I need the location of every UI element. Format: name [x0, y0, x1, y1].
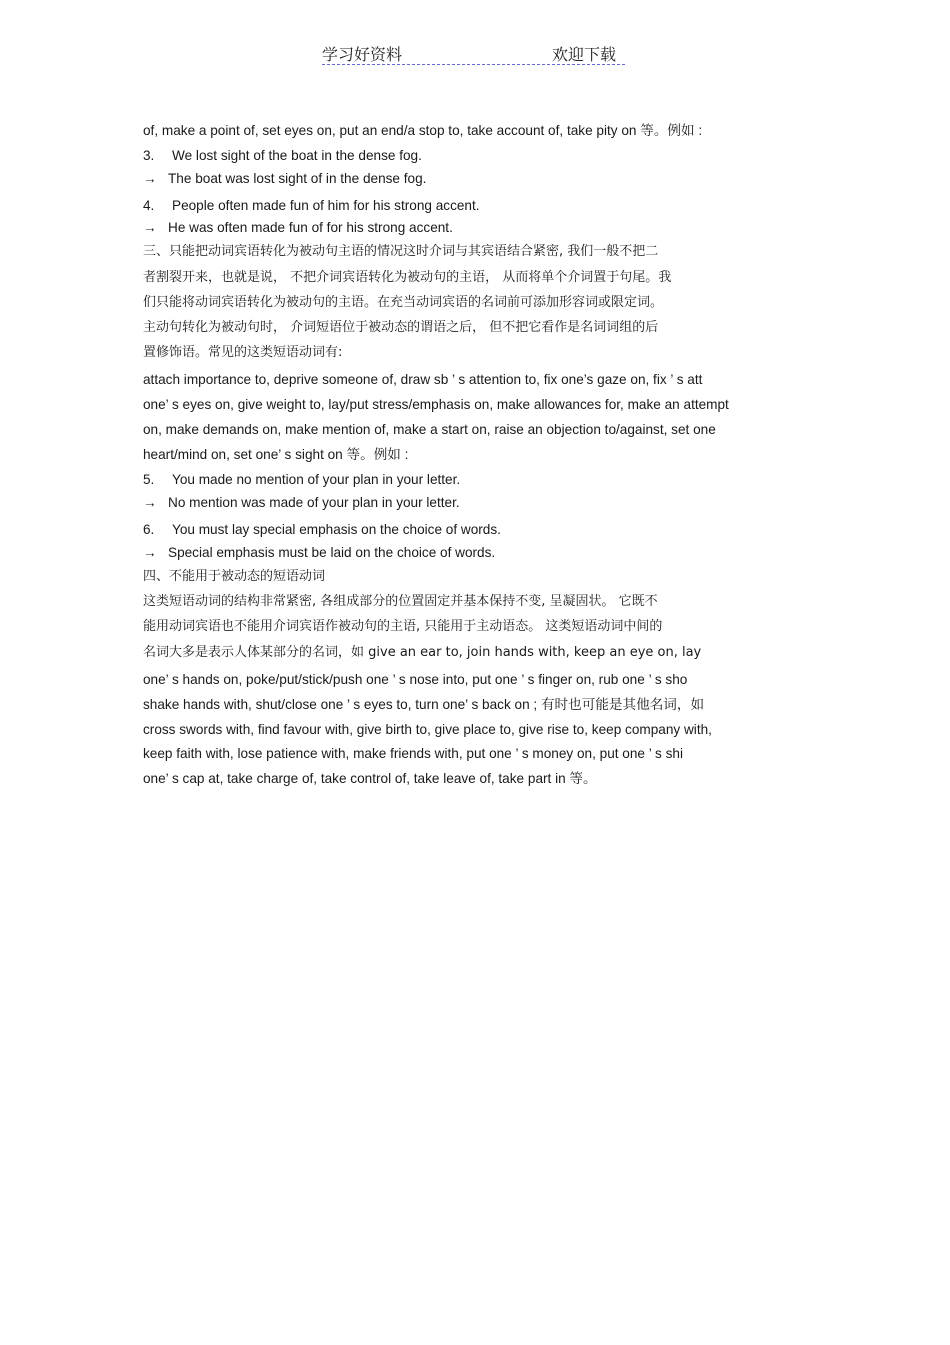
text-line: one’ s hands on, poke/put/stick/push one ’ s nose into, put one ’ s finger on, rub one ’ s sho: [143, 672, 688, 687]
arrow-icon: →: [143, 495, 157, 510]
text-line: keep faith with, lose patience with, make friends with, put one ’ s money on, put one ’ s shi: [143, 746, 684, 761]
header-right-text: 欢迎下载: [552, 45, 617, 64]
example-text: You must lay special emphasis on the choice of words.: [172, 522, 501, 537]
example-text: You made no mention of your plan in your letter.: [172, 472, 461, 487]
text-line: cross swords with, find favour with, give birth to, give place to, give rise to, keep company with,: [143, 722, 712, 737]
section-heading: 四、不能用于被动态的短语动词: [143, 569, 326, 584]
text-line: one’ s cap at, take charge of, take control of, take leave of, take part in 等。: [143, 771, 597, 786]
example-number: 4.: [143, 198, 155, 213]
example-text: No mention was made of your plan in your letter.: [168, 495, 460, 510]
text-line: 者割裂开来，也就是说， 不把介词宾语转化为被动句的主语， 从而将单个介词置于句尾。我: [143, 270, 672, 285]
example-line: [143, 197, 480, 215]
text-line: 置修饰语。常见的这类短语动词有:: [143, 345, 343, 360]
page-header: [322, 42, 625, 65]
arrow-icon: →: [143, 171, 157, 186]
text-line: on, make demands on, make mention of, make a start on, raise an objection to/against, set one: [143, 422, 716, 437]
text-line: of, make a point of, set eyes on, put an end/a stop to, take account of, take pity on 等。例如 :: [143, 123, 703, 138]
example-number: 3.: [143, 148, 155, 163]
example-number: 6.: [143, 522, 155, 537]
arrow-line: [143, 544, 495, 562]
text-line: 能用动词宾语也不能用介词宾语作被动句的主语, 只能用于主动语态。 这类短语动词中间的: [143, 619, 663, 634]
section-heading: 三、只能把动词宾语转化为被动句主语的情况这时介词与其宾语结合紧密, 我们一般不把二: [143, 244, 659, 259]
text-line: one’ s eyes on, give weight to, lay/put stress/emphasis on, make allowances for, make an attempt: [143, 397, 729, 412]
arrow-icon: →: [143, 545, 157, 560]
text-line: heart/mind on, set one’ s sight on 等。例如 :: [143, 447, 409, 462]
arrow-line: [143, 219, 453, 237]
header-left-text: 学习好资料: [322, 45, 403, 64]
text-line: 主动句转化为被动句时， 介词短语位于被动态的谓语之后， 但不把它看作是名词词组的后: [143, 320, 659, 335]
arrow-line: [143, 170, 426, 188]
example-number: 5.: [143, 472, 155, 487]
arrow-icon: →: [143, 220, 157, 235]
text-line: 们只能将动词宾语转化为被动句的主语。在充当动词宾语的名词前可添加形容词或限定词。: [143, 295, 664, 310]
text-line: 这类短语动词的结构非常紧密, 各组成部分的位置固定并基本保持不变, 呈凝固状。 它既不: [143, 594, 658, 609]
example-text: People often made fun of him for his strong accent.: [172, 198, 480, 213]
example-line: [143, 147, 422, 165]
example-text: He was often made fun of for his strong accent.: [168, 220, 453, 235]
example-line: [143, 521, 501, 539]
example-text: Special emphasis must be laid on the choice of words.: [168, 545, 496, 560]
text-line: 名词大多是表示人体某部分的名词，如 give an ear to, join hands with, keep an eye on, lay: [143, 645, 702, 660]
text-line: shake hands with, shut/close one ’ s eyes to, turn one’ s back on ; 有时也可能是其他名词，如: [143, 697, 705, 712]
text-line: attach importance to, deprive someone of, draw sb ’ s attention to, fix one’s gaze on, fix ’ s att: [143, 372, 703, 387]
example-text: We lost sight of the boat in the dense fog.: [172, 148, 422, 163]
example-text: The boat was lost sight of in the dense fog.: [168, 171, 427, 186]
example-line: [143, 471, 460, 489]
arrow-line: [143, 494, 460, 512]
